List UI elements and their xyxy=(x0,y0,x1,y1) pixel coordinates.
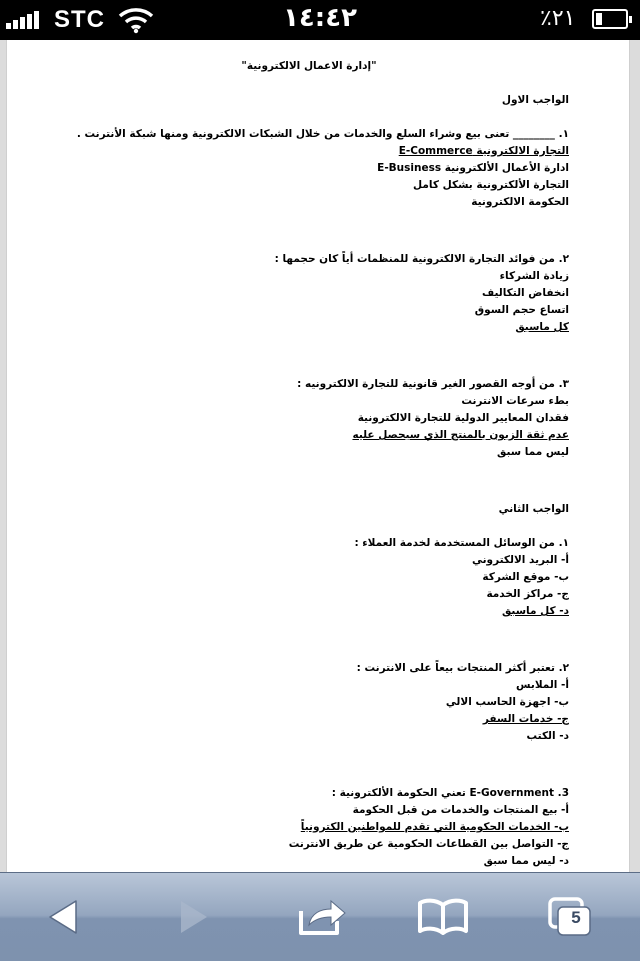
hw1-q1-option: ادارة الأعمال الألكترونية E-Business xyxy=(377,162,569,174)
back-arrow-icon xyxy=(44,897,84,937)
document-title: "إدارة الاعمال الالكترونية" xyxy=(241,60,377,72)
hw1-q1-option: التجارة الالكترونية E-Commerce xyxy=(398,145,569,157)
hw2-q1-question: ١. من الوسائل المستخدمة لخدمة العملاء : xyxy=(354,537,569,549)
hw2-q3-option: ب- الخدمات الحكومية التي تقدم للمواطنين الكترونياً xyxy=(300,821,569,833)
bookmarks-icon xyxy=(417,897,469,937)
hw1-q2-option: زيادة الشركاء xyxy=(499,270,569,282)
hw2-q1-option: ب- موقع الشركة xyxy=(482,571,569,583)
document-content xyxy=(49,58,569,870)
hw2-q2-option: د- الكتب xyxy=(526,730,569,742)
hw1-q3-option: ليس مما سبق xyxy=(497,446,569,458)
hw1-q1-option: التجارة الألكترونية بشكل كامل xyxy=(413,179,569,191)
web-viewport[interactable] xyxy=(0,40,640,872)
hw1-q1-question: ١. ________ تعنى بيع وشراء السلع والخدمات من خلال الشبكات الالكترونية ومنها شبكة الأنترنت . xyxy=(76,128,569,140)
hw2-q2-option: ب- اجهزة الحاسب الالي xyxy=(445,696,569,708)
battery-level-fill xyxy=(596,13,602,25)
hw2-q3-option: أ- بيع المنتجات والخدمات من قبل الحكومة xyxy=(352,804,569,816)
status-time: ١٤:٤٢ xyxy=(283,3,357,33)
hw2-q3-question: 3. E-Government تعني الحكومة الألكترونية : xyxy=(331,787,569,799)
back-button[interactable] xyxy=(28,885,100,949)
forward-arrow-icon xyxy=(173,897,213,937)
hw1-q3-option: فقدان المعايير الدولية للتجارة الالكترونية xyxy=(357,412,569,424)
homework2-heading: الواجب الثاني xyxy=(498,503,569,515)
hw1-q2-option: اتساع حجم السوق xyxy=(474,304,569,316)
hw2-q2-option: ج- خدمات السفر xyxy=(482,713,569,725)
homework1-heading: الواجب الاول xyxy=(501,94,569,106)
hw1-q2-option: انخفاض التكاليف xyxy=(482,287,569,299)
hw2-q2-option: أ- الملابس xyxy=(516,679,569,691)
hw2-q2-question: ٢. تعتبر أكثر المنتجات بيعاً على الانترنت : xyxy=(356,662,569,674)
status-bar xyxy=(0,0,640,40)
document-page[interactable] xyxy=(6,40,630,872)
hw2-q1-option: ج- مراكز الخدمة xyxy=(486,588,569,600)
browser-toolbar xyxy=(0,872,640,961)
bookmarks-button[interactable] xyxy=(407,885,479,949)
hw1-q3-option: عدم ثقة الزبون بالمنتج الذي سيحصل عليه xyxy=(352,429,569,441)
battery-icon xyxy=(592,9,628,29)
share-icon xyxy=(297,897,349,937)
battery-percent: ٪٢١ xyxy=(540,6,576,31)
carrier-name: STC xyxy=(54,6,105,33)
hw1-q3-question: ٣. من أوجه القصور الغير قانونية للتجارة الالكترونيه : xyxy=(297,378,569,390)
share-button[interactable] xyxy=(287,885,359,949)
forward-button[interactable] xyxy=(157,885,229,949)
hw2-q1-option: د- كل ماسبق xyxy=(501,605,569,617)
hw1-q1-option: الحكومة الالكترونية xyxy=(471,196,569,208)
hw2-q3-option: د- ليس مما سبق xyxy=(483,855,569,867)
tab-count: 5 xyxy=(571,908,581,927)
hw2-q3-option: ج- التواصل بين القطاعات الحكومية عن طريق الانترنت xyxy=(288,838,569,850)
hw1-q2-question: ٢. من فوائد التجارة الالكترونية للمنظمات أياً كان حجمها : xyxy=(274,253,569,265)
hw1-q2-option: كل ماسبق xyxy=(515,321,569,333)
hw2-q1-option: أ- البريد الالكتروني xyxy=(471,554,569,566)
hw1-q3-option: بطء سرعات الانترنت xyxy=(461,395,569,407)
